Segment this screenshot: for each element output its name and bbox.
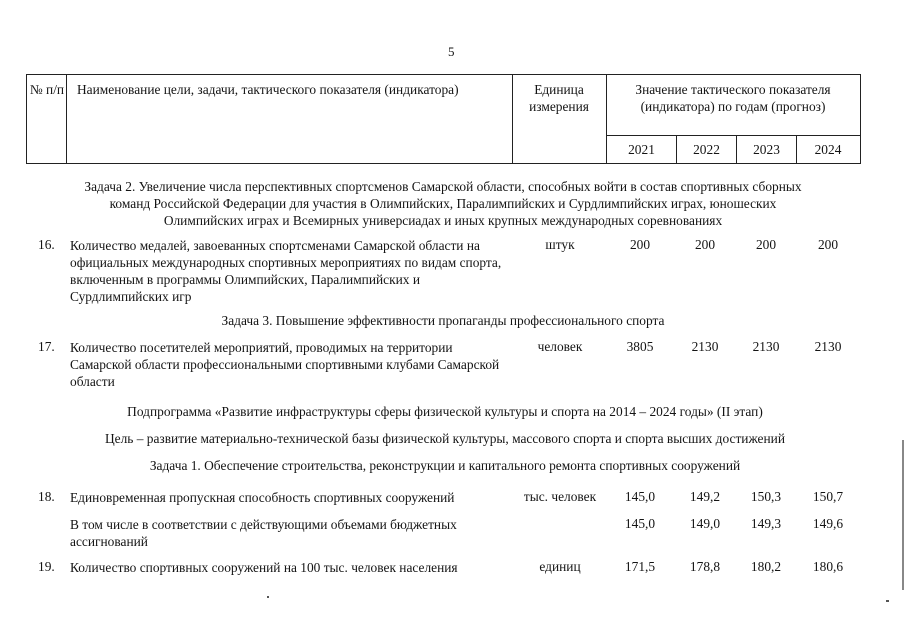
value-2024: 149,6: [812, 516, 844, 531]
subprogram-heading: Подпрограмма «Развитие инфраструктуры сферы физической культуры и спорта на 2014 – 2024 годы» (II этап): [127, 404, 763, 419]
header-unit: Единица измерения: [529, 82, 589, 114]
value-2023: 149,3: [750, 516, 782, 531]
indicator-unit: единиц: [539, 559, 581, 574]
row-divider: [606, 135, 860, 136]
header-number: № п/п: [29, 82, 65, 97]
value-2022: 200: [694, 237, 716, 252]
value-2022: 178,8: [689, 559, 721, 574]
scan-speck: [267, 596, 269, 598]
value-2022: 149,0: [689, 516, 721, 531]
row-number: 18.: [38, 489, 55, 504]
table-header: [26, 74, 861, 164]
row-number: 19.: [38, 559, 55, 574]
header-year: 2022: [693, 142, 720, 157]
task-heading: Задача 2. Увеличение числа перспективных спортсменов Самарской области, способных войти в состав спортивных сборных команд Российской Федерации для участия в Олимпийских, Паралимпийских и Сурдлимпийских играх, юношеских Олимпийских играх и Всемирных универсиадах и иных крупных международных соревнованиях: [84, 179, 802, 228]
header-year: 2024: [814, 142, 842, 157]
column-divider: [66, 75, 67, 163]
value-2024: 180,6: [812, 559, 844, 574]
header-year: 2021: [628, 142, 655, 157]
header-values: Значение тактического показателя (индикатора) по годам (прогноз): [635, 82, 831, 114]
column-divider: [512, 75, 513, 163]
indicator-unit: человек: [537, 339, 583, 354]
value-2022: 149,2: [689, 489, 721, 504]
header-name: Наименование цели, задачи, тактического показателя (индикатора): [77, 82, 459, 97]
value-2024: 150,7: [812, 489, 844, 504]
indicator-name: Количество посетителей мероприятий, проводимых на территории Самарской области профессиональными спортивными клубами Самарской области: [70, 340, 500, 389]
header-year: 2023: [753, 142, 780, 157]
indicator-name: Количество медалей, завоеванных спортсменами Самарской области на официальных международных спортивных мероприятиях по видам спорта, включенным в программы Олимпийских, Паралимпийских и Сурдлимпийских игр: [70, 238, 502, 304]
value-2023: 180,2: [750, 559, 782, 574]
goal-heading: Цель – развитие материально-технической базы физической культуры, массового спорта и спорта высших достижений: [104, 431, 785, 446]
value-2021: 3805: [626, 339, 654, 354]
value-2021: 200: [629, 237, 651, 252]
indicator-name: В том числе в соответствии с действующими объемами бюджетных ассигнований: [70, 517, 457, 549]
indicator-unit: тыс. человек: [523, 489, 597, 504]
value-2023: 150,3: [750, 489, 782, 504]
indicator-name: Единовременная пропускная способность спортивных сооружений: [70, 490, 455, 505]
value-2021: 145,0: [624, 516, 656, 531]
task-heading: Задача 1. Обеспечение строительства, реконструкции и капитального ремонта спортивных сооружений: [149, 458, 741, 473]
value-2022: 2130: [691, 339, 719, 354]
scan-edge: [902, 440, 904, 590]
scan-speck: [886, 600, 889, 602]
indicator-name: Количество спортивных сооружений на 100 тыс. человек населения: [70, 560, 458, 575]
value-2021: 171,5: [624, 559, 656, 574]
page-number: 5: [448, 44, 455, 59]
row-number: 17.: [38, 339, 55, 354]
value-2024: 2130: [814, 339, 842, 354]
value-2021: 145,0: [624, 489, 656, 504]
indicator-unit: штук: [545, 237, 575, 252]
value-2024: 200: [817, 237, 839, 252]
value-2023: 2130: [752, 339, 780, 354]
task-heading: Задача 3. Повышение эффективности пропаганды профессионального спорта: [221, 313, 665, 328]
row-number: 16.: [38, 237, 55, 252]
value-2023: 200: [755, 237, 777, 252]
